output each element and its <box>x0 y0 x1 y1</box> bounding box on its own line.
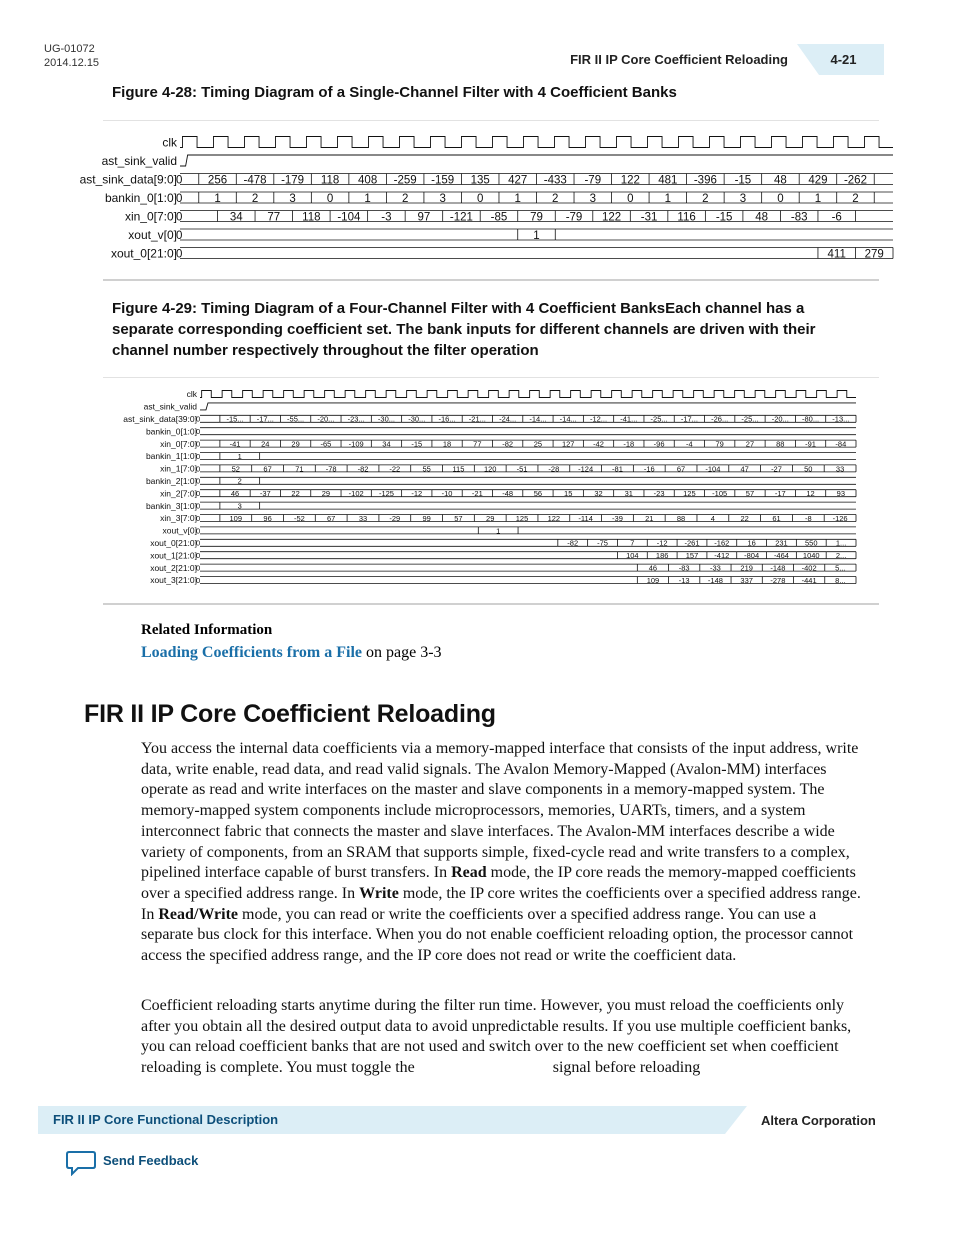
bus-start-value: 0 <box>196 575 201 585</box>
bus-value: 22 <box>740 513 749 523</box>
bus-start-value: 0 <box>196 427 201 437</box>
bus-value: -412 <box>714 551 730 561</box>
bus-value: 1 <box>664 192 672 205</box>
signal-row-xout-3-21-0 <box>150 575 856 585</box>
bus-start-value: 0 <box>176 248 183 261</box>
signal-name: ast_sink_valid <box>101 154 177 169</box>
bus-start-value: 0 <box>196 513 201 523</box>
bus-value: -52 <box>293 513 305 523</box>
signal-row-xin-0-7-0 <box>160 439 856 449</box>
bus-value: -79 <box>565 211 583 224</box>
bus-value: 3 <box>237 501 242 511</box>
signal-row-clk <box>187 389 856 399</box>
bus-value: 186 <box>655 551 669 561</box>
signal-name: xin_3[7:0] <box>160 513 197 524</box>
bus-value: 2 <box>401 192 409 205</box>
bus-value: 29 <box>291 439 300 449</box>
signal-name: xout_2[21:0] <box>150 562 197 573</box>
bus-value: -83 <box>678 563 690 573</box>
bus-value: 219 <box>740 563 753 573</box>
bus-value: 3 <box>439 192 446 205</box>
bus-start-value: 0 <box>176 211 183 224</box>
signal-name: xout_3[21:0] <box>150 575 197 586</box>
bus-value: -82 <box>567 538 579 548</box>
signal-row-xout-0-21-0 <box>150 538 856 548</box>
signal-row-xout-v-0 <box>128 228 893 242</box>
bus-value: 8... <box>835 575 846 585</box>
bus-value: 279 <box>864 248 884 261</box>
bus-value: 0 <box>627 192 634 205</box>
bus-value: -114 <box>578 513 593 523</box>
bus-value: -12 <box>656 538 668 548</box>
bus-value: -25... <box>741 414 759 424</box>
bus-start-value: 0 <box>176 174 183 187</box>
signal-name: xin_0[7:0] <box>160 438 197 449</box>
feedback-speech-bubble-icon[interactable] <box>66 1150 96 1176</box>
bus-value: 57 <box>745 489 755 499</box>
bus-value: -16 <box>643 464 655 474</box>
bus-value: -261 <box>684 538 700 548</box>
bus-value: -28 <box>548 464 560 474</box>
bus-value: 31 <box>624 489 633 499</box>
bus-value: -17 <box>774 489 786 499</box>
bus-value: -75 <box>597 538 608 548</box>
bus-value: -30... <box>408 414 426 424</box>
bus-value: -464 <box>773 551 789 561</box>
bus-value: 79 <box>530 211 543 224</box>
bus-value: -102 <box>348 489 364 499</box>
bus-value: -82 <box>502 439 514 449</box>
bus-value: -6 <box>831 211 842 224</box>
bus-value: 1 <box>814 192 822 205</box>
bus-value: -3 <box>381 211 392 224</box>
bus-value: -478 <box>243 174 267 187</box>
bus-value: 481 <box>658 174 678 187</box>
bus-value: -109 <box>348 439 364 449</box>
bus-value: 550 <box>805 538 818 548</box>
bus-value: -125 <box>378 489 394 499</box>
bus-value: -81 <box>612 464 623 474</box>
bus-value: -80... <box>802 414 820 424</box>
related-information-heading: Related Information <box>141 622 273 638</box>
bus-start-value: 0 <box>196 563 201 573</box>
related-information-item <box>141 644 442 662</box>
bus-value: -55... <box>287 414 305 424</box>
bus-value: 47 <box>740 464 749 474</box>
bus-value: 135 <box>470 174 490 187</box>
bus-value: -39 <box>612 513 623 523</box>
signal-name: xout_1[21:0] <box>150 550 197 561</box>
signal-name: bankin_1[1:0] <box>145 451 197 462</box>
bus-start-value: 0 <box>196 489 201 499</box>
bus-value: 67 <box>676 464 686 474</box>
bus-value: 120 <box>483 464 497 474</box>
bus-value: -15... <box>226 414 244 424</box>
bus-value: 1... <box>835 538 847 548</box>
signal-name: xin_0[7:0] <box>124 209 177 224</box>
bus-value: -12... <box>589 414 608 424</box>
p1-text: mode, the IP core reads the memory-mapped coefficients over a specified address range. In <box>141 864 856 902</box>
signal-name: xin_2[7:0] <box>160 488 197 499</box>
bus-value: 12 <box>806 489 815 499</box>
readwrite-mode-term: Read/Write <box>158 905 239 923</box>
bus-value: -41 <box>229 439 241 449</box>
bus-value: -48 <box>502 489 514 499</box>
bus-value: 24 <box>261 439 270 449</box>
bus-start-value: 0 <box>196 551 201 561</box>
bus-value: 29 <box>486 513 495 523</box>
bus-value: -10 <box>441 489 453 499</box>
bus-value: 56 <box>533 489 543 499</box>
bus-value: 0 <box>326 192 334 205</box>
bus-value: 33 <box>358 513 368 523</box>
bus-value: 18 <box>442 439 452 449</box>
bus-value: -148 <box>707 575 723 585</box>
bus-value: -37 <box>259 489 271 499</box>
bus-value: 429 <box>808 174 828 187</box>
bus-value: -12 <box>411 489 423 499</box>
bus-value: 27 <box>745 439 755 449</box>
bus-value: -124 <box>578 464 594 474</box>
p2-text: signal before reloading <box>548 1059 701 1077</box>
bus-value: 411 <box>827 248 846 261</box>
bus-start-value: 0 <box>176 192 183 205</box>
bus-value: -15 <box>734 174 752 187</box>
bus-value: -441 <box>801 575 817 585</box>
bus-value: -13... <box>832 414 850 424</box>
bus-value: 116 <box>677 211 696 224</box>
signal-name: ast_sink_valid <box>143 401 197 412</box>
bus-value: 15 <box>564 489 573 499</box>
bus-value: 125 <box>515 513 529 523</box>
bus-value: 46 <box>648 563 658 573</box>
bus-value: 67 <box>327 513 336 523</box>
bus-value: -84 <box>835 439 847 449</box>
bus-value: 16 <box>747 538 756 548</box>
signal-row-ast-sink-data-9-0 <box>80 173 893 187</box>
bus-value: 34 <box>382 439 391 449</box>
signal-row-bankin-0-1-0 <box>146 426 856 436</box>
bus-start-value: 0 <box>176 229 183 242</box>
bus-value: 118 <box>320 174 340 187</box>
related-page-ref: on page 3-3 <box>362 644 442 661</box>
bus-value: 32 <box>594 489 603 499</box>
doc-date: 2014.12.15 <box>44 57 100 69</box>
bus-value: -278 <box>770 575 786 585</box>
bus-value: 408 <box>358 174 378 187</box>
bus-value: -15 <box>411 439 423 449</box>
bus-value: 71 <box>295 464 304 474</box>
bus-value: -29 <box>389 513 401 523</box>
signal-row-bankin-0-1-0 <box>105 191 893 205</box>
bus-value: -402 <box>801 563 817 573</box>
bus-value: 1040 <box>802 551 820 561</box>
send-feedback-link[interactable]: Send Feedback <box>103 1153 199 1168</box>
bus-value: 0 <box>477 192 484 205</box>
signal-row-xout-1-21-0 <box>150 550 856 560</box>
bus-value: 7 <box>630 538 635 548</box>
valid-waveform <box>180 155 893 166</box>
bus-value: 99 <box>422 513 431 523</box>
signal-name: bankin_0[1:0] <box>145 426 197 437</box>
signal-row-clk <box>162 136 893 150</box>
bus-value: -17... <box>256 414 274 424</box>
signal-name: clk <box>186 389 197 400</box>
signal-row-xin-3-7-0 <box>160 513 856 523</box>
bus-value: 109 <box>229 513 243 523</box>
clock-waveform <box>200 391 856 398</box>
figure-4-28-caption: Figure 4-28: Timing Diagram of a Single-Channel Filter with 4 Coefficient Banks <box>112 84 677 101</box>
bus-value: -51 <box>516 464 528 474</box>
bus-value: 57 <box>454 513 463 523</box>
bus-value: -16... <box>438 414 456 424</box>
signal-name: xin_1[7:0] <box>160 463 197 474</box>
bus-value: 337 <box>740 575 753 585</box>
clock-waveform <box>180 137 893 148</box>
bus-value: -24... <box>499 414 517 424</box>
bus-value: -104 <box>705 464 721 474</box>
bus-value: 33 <box>835 464 845 474</box>
bus-value: 79 <box>715 439 724 449</box>
bus-start-value: 0 <box>196 476 201 486</box>
bus-value: -14... <box>559 414 577 424</box>
bus-value: 118 <box>302 211 321 224</box>
bus-value: -14... <box>529 414 547 424</box>
bus-value: 115 <box>452 464 465 474</box>
signal-row-xin-1-7-0 <box>160 464 856 474</box>
bus-value: -433 <box>543 174 567 187</box>
bus-value: -26... <box>711 414 729 424</box>
bus-value: -105 <box>712 489 728 499</box>
bus-value: 1 <box>364 192 371 205</box>
bus-value: 231 <box>775 538 788 548</box>
bus-value: 2 <box>852 192 859 205</box>
bus-value: -162 <box>714 538 730 548</box>
p2-text: Coefficient reloading starts anytime during the filter run time. However, you must reload the coefficients only after you obtain all the desired output data to avoid unpredictable results. If you use multiple coefficient banks, you can reload coefficient banks that are not used and switch over to the new coefficient set when coefficient reloading is complete. You must toggle the <box>141 997 852 1077</box>
bus-value: -15 <box>715 211 733 224</box>
bus-value: -126 <box>832 513 848 523</box>
bus-value: -91 <box>805 439 816 449</box>
valid-waveform <box>200 403 856 410</box>
bus-start-value: 0 <box>196 501 201 511</box>
footer-company: Altera Corporation <box>761 1113 876 1128</box>
signal-row-bankin-2-1-0 <box>146 476 856 486</box>
bus-value: -79 <box>584 174 602 187</box>
bus-start-value: 0 <box>196 538 201 548</box>
signal-name: bankin_3[1:0] <box>145 500 197 511</box>
bus-value: 2 <box>552 192 559 205</box>
figure-top-rule <box>103 120 879 121</box>
signal-name: ast_sink_data[39:0] <box>123 414 197 425</box>
bus-value: -41... <box>620 414 638 424</box>
signal-name: xout_0[21:0] <box>150 538 197 549</box>
bus-start-value: 0 <box>196 464 201 474</box>
figure-4-29-caption: Figure 4-29: Timing Diagram of a Four-Channel Filter with 4 Coefficient BanksEach channel has a separate corresponding coefficient set. The bank inputs for different channels are driven with their channel number respectively throughout the filter operation <box>112 300 816 359</box>
bus-value: 122 <box>601 211 622 224</box>
paragraph-1 <box>141 739 871 967</box>
bus-value: -82 <box>357 464 369 474</box>
bus-value: -31 <box>640 211 658 224</box>
bus-value: 61 <box>772 513 781 523</box>
bus-value: 46 <box>230 489 240 499</box>
bus-value: 109 <box>646 575 660 585</box>
footer-chapter-title: FIR II IP Core Functional Description <box>53 1112 279 1127</box>
bus-value: 34 <box>229 211 243 224</box>
running-header-title: FIR II IP Core Coefficient Reloading <box>570 52 788 67</box>
bus-start-value: 0 <box>196 451 201 461</box>
bus-value: 22 <box>291 489 300 499</box>
bus-value: 52 <box>231 464 240 474</box>
bus-value: 1 <box>214 192 221 205</box>
bus-value: -20... <box>771 414 789 424</box>
loading-coefficients-link[interactable]: Loading Coefficients from a File <box>141 644 363 661</box>
bus-value: -78 <box>325 464 337 474</box>
bus-value: 5... <box>835 563 846 573</box>
bus-value: 0 <box>777 192 784 205</box>
signal-row-ast-sink-data-39-0 <box>123 414 856 424</box>
bus-value: -804 <box>744 551 760 561</box>
bus-value: 125 <box>683 489 696 499</box>
bus-value: -22 <box>389 464 401 474</box>
bus-value: -13 <box>678 575 690 585</box>
bus-value: 48 <box>774 174 787 187</box>
signal-row-xout-0-21-0 <box>111 247 893 261</box>
bus-value: 427 <box>508 174 528 187</box>
timing-diagram-four-channel <box>0 386 954 592</box>
doc-id: UG-01072 <box>44 43 95 55</box>
signal-row-bankin-3-1-0 <box>146 501 856 511</box>
write-mode-term: Write <box>359 884 399 902</box>
bus-value: 97 <box>417 211 431 224</box>
bus-value: 3 <box>739 192 747 205</box>
doc-id-block <box>44 42 99 70</box>
bus-value: -96 <box>653 439 665 449</box>
bus-start-value: 0 <box>196 526 201 536</box>
bus-value: -21... <box>468 414 486 424</box>
bus-value: 122 <box>620 174 640 187</box>
signal-row-ast-sink-valid <box>102 154 893 168</box>
bus-value: 2... <box>835 551 847 561</box>
bus-value: -259 <box>393 174 417 187</box>
bus-value: 157 <box>685 551 699 561</box>
bus-value: 21 <box>645 513 654 523</box>
bus-value: -121 <box>449 211 473 224</box>
signal-name: xout_v[0] <box>128 228 177 243</box>
signal-name: bankin_0[1:0] <box>104 191 177 206</box>
signal-row-xout-v-0 <box>163 526 857 536</box>
bus-value: -18 <box>623 439 635 449</box>
figure-bottom-rule <box>103 279 879 281</box>
bus-value: -8 <box>804 513 812 523</box>
signal-row-bankin-1-1-0 <box>146 451 856 461</box>
figure-top-rule <box>103 377 879 378</box>
bus-value: 48 <box>755 211 769 224</box>
bus-value: 77 <box>473 439 482 449</box>
bus-value: -23... <box>347 414 365 424</box>
p1-text: You access the internal data coefficients via a memory-mapped interface that consists of the input address, write data, write enable, read data, and read valid signals. The Avalon Memory-Mapped (Avalon-MM) interfaces operate as read and write interfaces on the master and slave components in a memory-mapped system. The memory-mapped system components include microprocessors, memories, UARTs, timers, and a system interconnect fabric that connects the master and slave interfaces. The Avalon-MM interfaces describe a wide variety of components, from an SRAM that supports simple, fixed-cycle read and write transfers to a complex, pipelined interface capable of burst transfers. In <box>141 740 859 882</box>
bus-value: 1 <box>496 526 501 536</box>
bus-value: 4 <box>710 513 715 523</box>
bus-value: 3 <box>589 192 596 205</box>
signal-row-xout-2-21-0 <box>150 563 856 573</box>
bus-value: -23 <box>653 489 665 499</box>
bus-value: 77 <box>267 211 281 224</box>
bus-value: 93 <box>836 489 846 499</box>
bus-value: 88 <box>776 439 785 449</box>
bus-value: -148 <box>770 563 786 573</box>
signal-row-ast-sink-valid <box>144 402 856 412</box>
bus-start-value: 0 <box>196 414 201 424</box>
bus-value: -104 <box>337 211 361 224</box>
bus-value: -17... <box>680 414 698 424</box>
bus-value: 2 <box>251 192 259 205</box>
timing-diagram-single-channel <box>0 130 954 270</box>
signal-row-xin-0-7-0 <box>125 210 893 224</box>
signal-name: xout_v[0] <box>162 525 197 536</box>
signal-row-xin-2-7-0 <box>160 488 856 498</box>
bus-value: 127 <box>561 439 575 449</box>
bus-value: 29 <box>321 489 331 499</box>
bus-value: -25... <box>650 414 668 424</box>
signal-name: ast_sink_data[9:0] <box>79 172 177 187</box>
bus-value: -396 <box>693 174 717 187</box>
bus-value: 67 <box>263 464 272 474</box>
p1-text: mode, the IP core writes the coefficients over a specified address range. In <box>141 884 861 923</box>
bus-value: 1 <box>514 192 521 205</box>
section-heading: FIR II IP Core Coefficient Reloading <box>84 700 496 728</box>
bus-value: 122 <box>547 513 561 523</box>
bus-value: -262 <box>843 174 867 187</box>
bus-value: -20... <box>317 414 335 424</box>
bus-value: 2 <box>237 476 242 486</box>
bus-value: -33 <box>710 563 721 573</box>
bus-value: 104 <box>626 551 639 561</box>
bus-value: -4 <box>686 439 693 449</box>
bus-value: -83 <box>790 211 808 224</box>
bus-value: 1 <box>237 451 242 461</box>
bus-value: 256 <box>207 174 228 187</box>
bus-value: 2 <box>702 192 709 205</box>
bus-value: -159 <box>431 174 455 187</box>
bus-value: -21 <box>471 489 483 499</box>
bus-value: 3 <box>289 192 296 205</box>
signal-name: clk <box>162 135 177 150</box>
bus-value: 25 <box>533 439 543 449</box>
bus-value: -85 <box>490 211 508 224</box>
bus-value: 96 <box>263 513 272 523</box>
bus-value: -65 <box>320 439 332 449</box>
page-number: 4-21 <box>830 52 857 67</box>
bus-value: -42 <box>593 439 604 449</box>
bus-value: 1 <box>533 229 540 242</box>
figure-bottom-rule <box>103 603 879 605</box>
signal-name: bankin_2[1:0] <box>145 476 197 487</box>
bus-value: 88 <box>676 513 686 523</box>
p1-text: mode, you can read or write the coefficients over a specified address range. You can use a separate bus clock for this interface. When you do not enable coefficient reloading option, the processor cannot access the specified address range, and the IP core does not read or write the coefficient data. <box>141 905 854 965</box>
paragraph-2 <box>141 996 871 1079</box>
bus-value: -27 <box>771 464 782 474</box>
bus-value: -179 <box>281 174 305 187</box>
bus-value: 55 <box>422 464 431 474</box>
bus-start-value: 0 <box>196 439 201 449</box>
bus-value: 50 <box>804 464 813 474</box>
signal-name: xout_0[21:0] <box>110 246 177 261</box>
read-mode-term: Read <box>451 864 487 882</box>
bus-value: -30... <box>377 414 396 424</box>
